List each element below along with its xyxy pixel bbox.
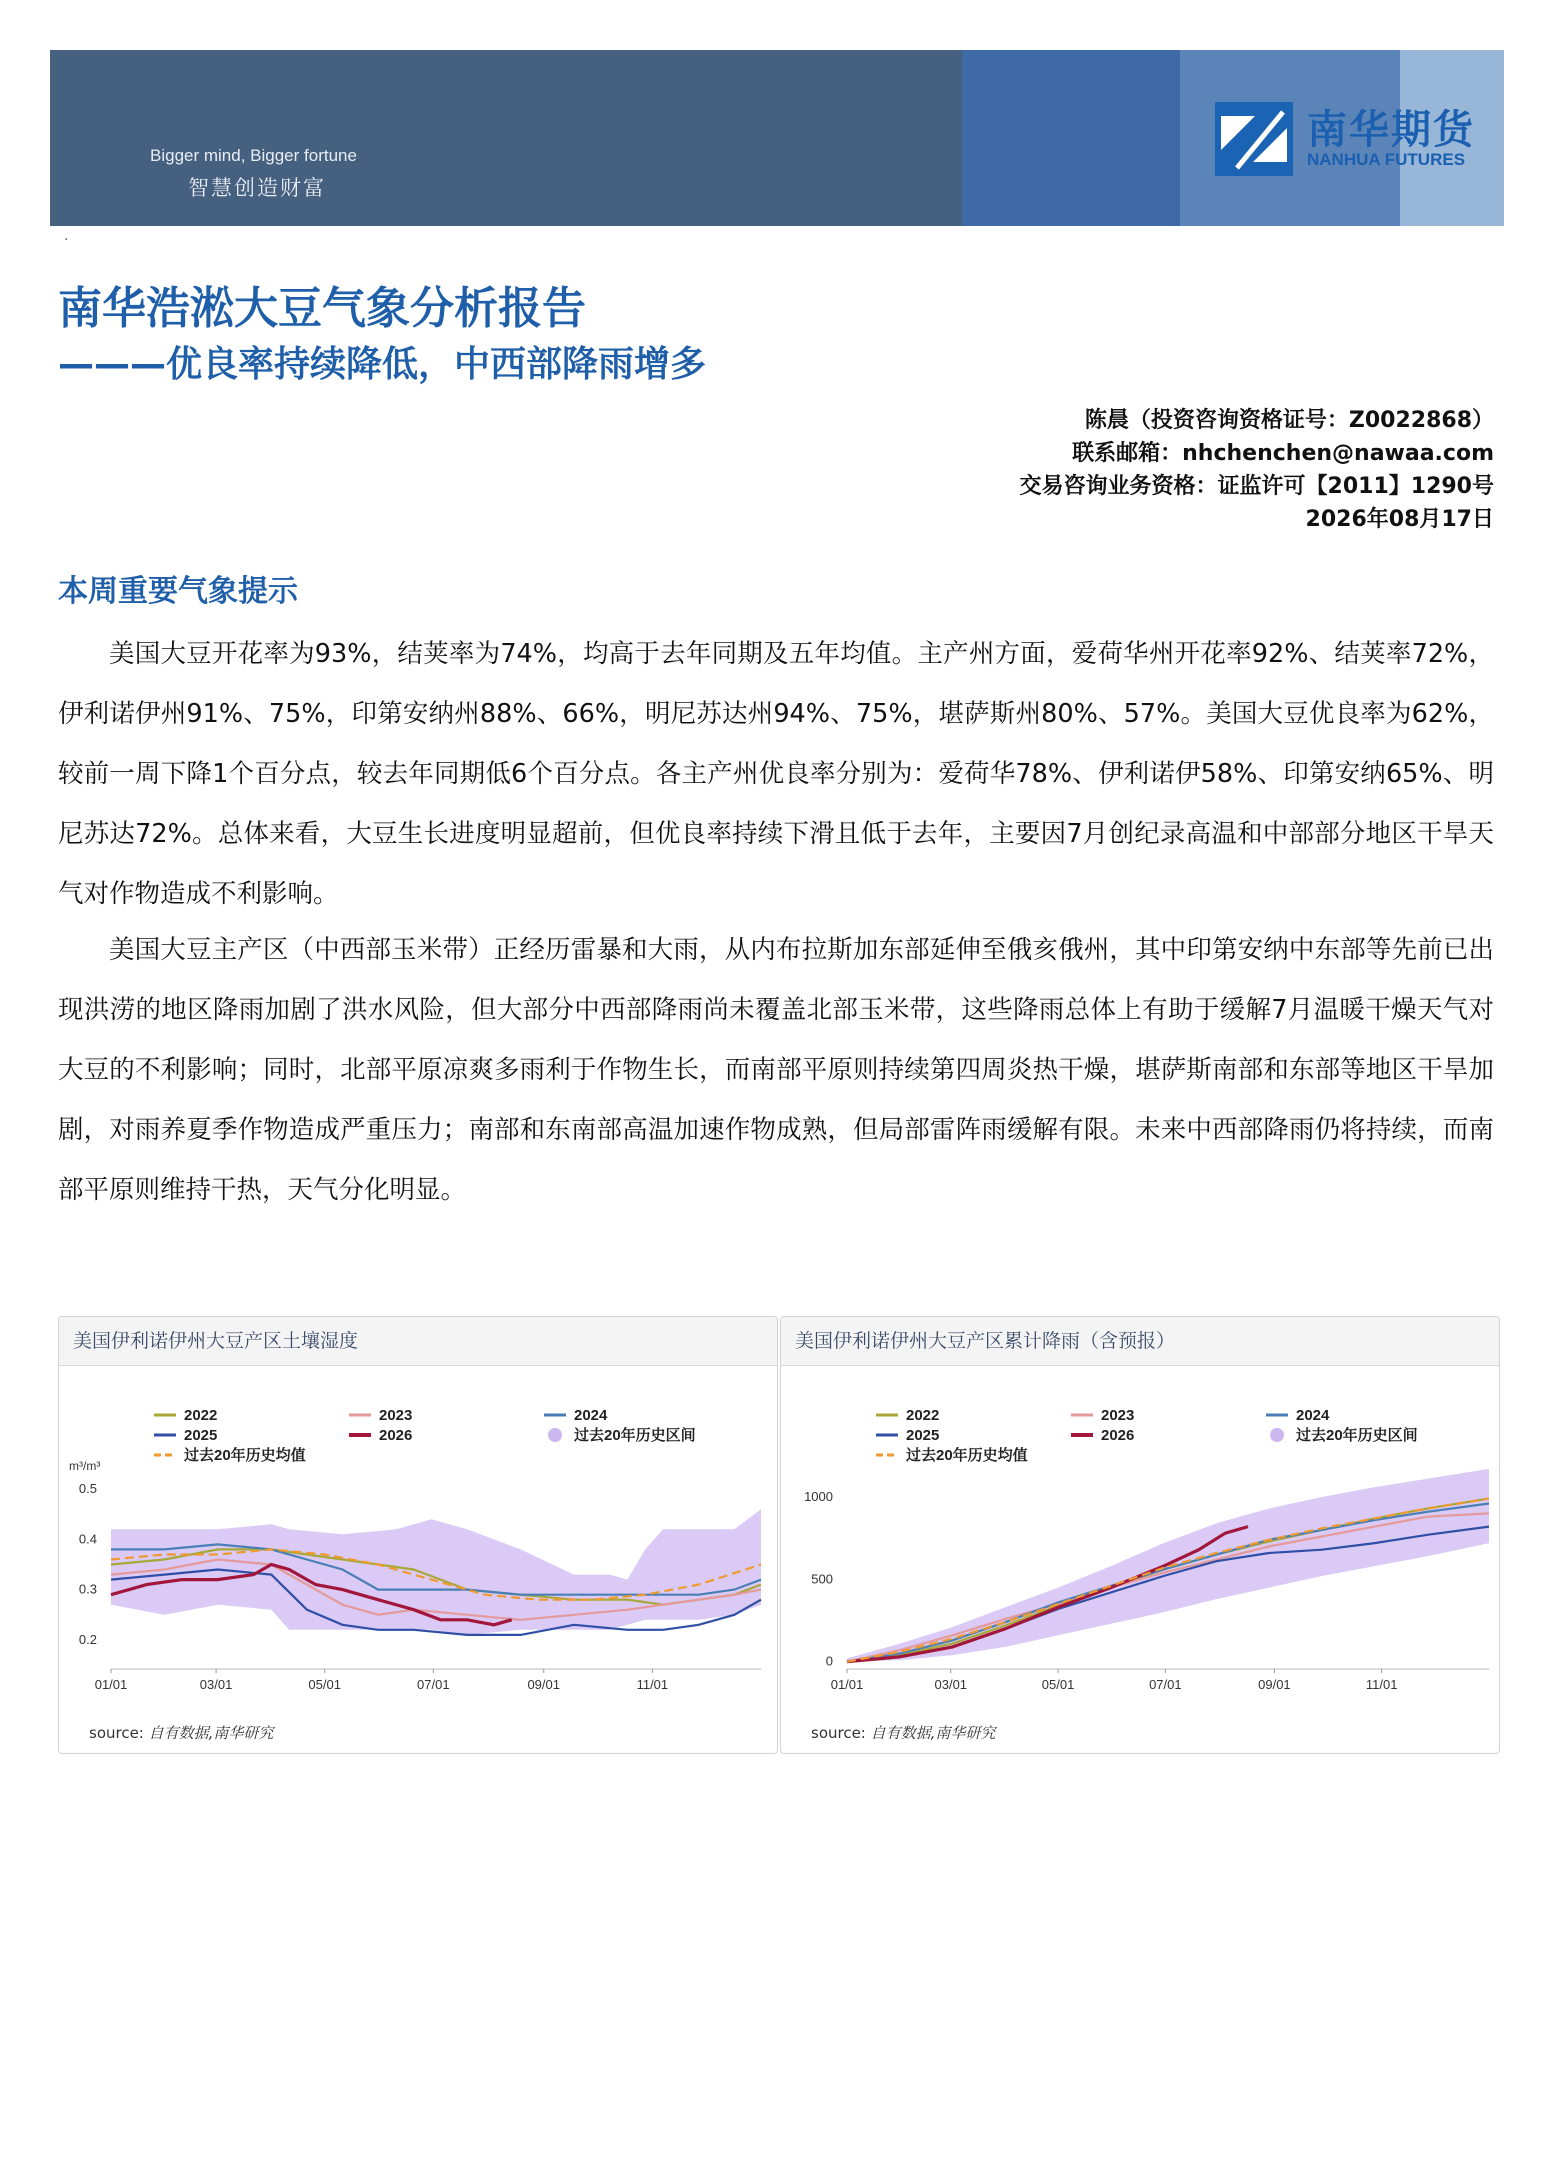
legend-item xyxy=(154,1407,217,1424)
x-tick-label: 07/01 xyxy=(417,1677,450,1692)
source-label: source: xyxy=(89,1724,144,1742)
cumulative-rainfall-chart-card xyxy=(780,1316,1500,1754)
legend-label: 2025 xyxy=(906,1427,940,1444)
x-tick-label: 03/01 xyxy=(934,1677,968,1692)
legend-swatch xyxy=(1270,1428,1284,1442)
legend-item xyxy=(876,1407,939,1424)
logo-mark-icon xyxy=(1215,102,1293,176)
y-tick-label: 0.3 xyxy=(78,1581,97,1597)
x-tick-label: 03/01 xyxy=(199,1677,233,1692)
legend-label: 2023 xyxy=(379,1407,413,1424)
legend-item xyxy=(1266,1407,1330,1424)
y-axis-label: m³/m³ xyxy=(69,1459,101,1473)
legend-label: 过去20年历史均值 xyxy=(906,1447,1028,1464)
source-label: source: xyxy=(811,1724,866,1742)
x-tick-label: 11/01 xyxy=(1365,1677,1398,1692)
paragraph-weather: 美国大豆主产区（中西部玉米带）正经历雷暴和大雨，从内布拉斯加东部延伸至俄亥俄州，其中印第安纳中东部等先前已出现洪涝的地区降雨加剧了洪水风险，但大部分中西部降雨尚未覆盖北部玉米带，这些降雨总体上有助于缓解7月温暖干燥天气对大豆的不利影响；同时，北部平原凉爽多雨利于作物生长，而南部平原则持续第四周炎热干燥，堪萨斯南部和东部等地区干旱加剧，对雨养夏季作物造成严重压力；南部和东南部高温加速作物成熟，但局部雷阵雨缓解有限。未来中西部降雨仍将持续，而南部平原则维持干热，天气分化明显。 xyxy=(58,935,1494,1205)
legend-item xyxy=(349,1427,412,1444)
legend-item xyxy=(1071,1427,1134,1444)
legend-item xyxy=(154,1446,306,1464)
slogan-english: Bigger mind, Bigger fortune xyxy=(150,146,357,165)
legend-label: 2022 xyxy=(184,1407,218,1424)
x-tick-label: 05/01 xyxy=(308,1677,341,1692)
y-tick-label: 500 xyxy=(811,1571,833,1587)
legend-label: 2025 xyxy=(184,1427,218,1444)
legend-item xyxy=(1270,1426,1418,1444)
legend-label: 过去20年历史区间 xyxy=(574,1427,696,1444)
author-name: 陈晨（投资咨询资格证号：Z0022868） xyxy=(1084,408,1494,433)
y-tick-label: 1000 xyxy=(804,1488,833,1504)
chart-source xyxy=(811,1722,995,1743)
y-tick-label: 0.4 xyxy=(78,1531,97,1547)
legend-item xyxy=(349,1407,412,1424)
legend-item xyxy=(544,1407,608,1424)
slogan-chinese: 智慧创造财富 xyxy=(188,176,326,200)
x-tick-label: 07/01 xyxy=(1149,1677,1182,1692)
x-tick-label: 01/01 xyxy=(830,1677,864,1692)
chart-title: 美国伊利诺伊州大豆产区土壤湿度 xyxy=(59,1317,777,1366)
source-text: 自有数据,南华研究 xyxy=(870,1724,996,1742)
report-subtitle: ———优良率持续降低，中西部降雨增多 xyxy=(58,344,707,385)
legend-label: 2022 xyxy=(906,1407,940,1424)
legend-label: 2023 xyxy=(1101,1407,1135,1424)
report-date: 2026年08月17日 xyxy=(1305,507,1494,532)
legend-swatch xyxy=(548,1428,562,1442)
x-tick-label: 05/01 xyxy=(1041,1677,1075,1692)
legend-label: 2026 xyxy=(379,1427,413,1444)
y-tick-label: 0 xyxy=(825,1653,833,1669)
author-email: 联系邮箱：nhchenchen@nawaa.com xyxy=(1072,441,1494,466)
legend-label: 过去20年历史区间 xyxy=(1296,1427,1418,1444)
soil-moisture-chart-card xyxy=(58,1316,778,1754)
company-logo xyxy=(1215,98,1495,180)
cumulative-rainfall-chart xyxy=(781,1366,1499,1706)
x-tick-label: 09/01 xyxy=(1258,1677,1291,1692)
header-banner xyxy=(50,50,1504,226)
logo-english: NANHUA FUTURES xyxy=(1307,150,1466,169)
legend-label: 2026 xyxy=(1101,1427,1135,1444)
soil-moisture-chart xyxy=(59,1366,777,1706)
chart-title: 美国伊利诺伊州大豆产区累计降雨（含预报） xyxy=(781,1317,1499,1366)
banner-stripe xyxy=(962,50,1180,226)
x-tick-label: 11/01 xyxy=(636,1677,669,1692)
y-tick-label: 0.2 xyxy=(78,1631,97,1647)
legend-item xyxy=(1071,1407,1134,1424)
y-tick-label: 0.5 xyxy=(78,1481,97,1497)
legend-item xyxy=(548,1426,696,1444)
legend-label: 过去20年历史均值 xyxy=(184,1447,306,1464)
logo-chinese: 南华期货 xyxy=(1307,107,1475,153)
history-range-band xyxy=(111,1509,761,1635)
x-tick-label: 01/01 xyxy=(94,1677,128,1692)
section-heading: 本周重要气象提示 xyxy=(58,574,298,609)
author-info xyxy=(1020,404,1494,536)
report-title: 南华浩淞大豆气象分析报告 xyxy=(58,283,586,334)
source-text: 自有数据,南华研究 xyxy=(148,1724,274,1742)
legend-item xyxy=(876,1427,939,1444)
license-number: 交易咨询业务资格：证监许可【2011】1290号 xyxy=(1019,474,1494,499)
legend-item xyxy=(876,1446,1028,1464)
paragraph-progress: 美国大豆开花率为93%，结荚率为74%，均高于去年同期及五年均值。主产州方面，爱荷华州开花率92%、结荚率72%，伊利诺伊州91%、75%，印第安纳州88%、66%，明尼苏达州94%、75%，堪萨斯州80%、57%。美国大豆优良率为62%，较前一周下降1个百分点，较去年同期低6个百分点。各主产州优良率分别为：爱荷华78%、伊利诺伊58%、印第安纳65%、明尼苏达72%。总体来看，大豆生长进度明显超前，但优良率持续下滑且低于去年，主要因7月创纪录高温和中部部分地区干旱天气对作物造成不利影响。 xyxy=(58,639,1494,909)
chart-source xyxy=(89,1722,273,1743)
legend-label: 2024 xyxy=(574,1407,608,1424)
page-marker: · xyxy=(64,232,69,248)
legend-label: 2024 xyxy=(1296,1407,1330,1424)
x-tick-label: 09/01 xyxy=(527,1677,561,1692)
legend-item xyxy=(154,1427,217,1444)
